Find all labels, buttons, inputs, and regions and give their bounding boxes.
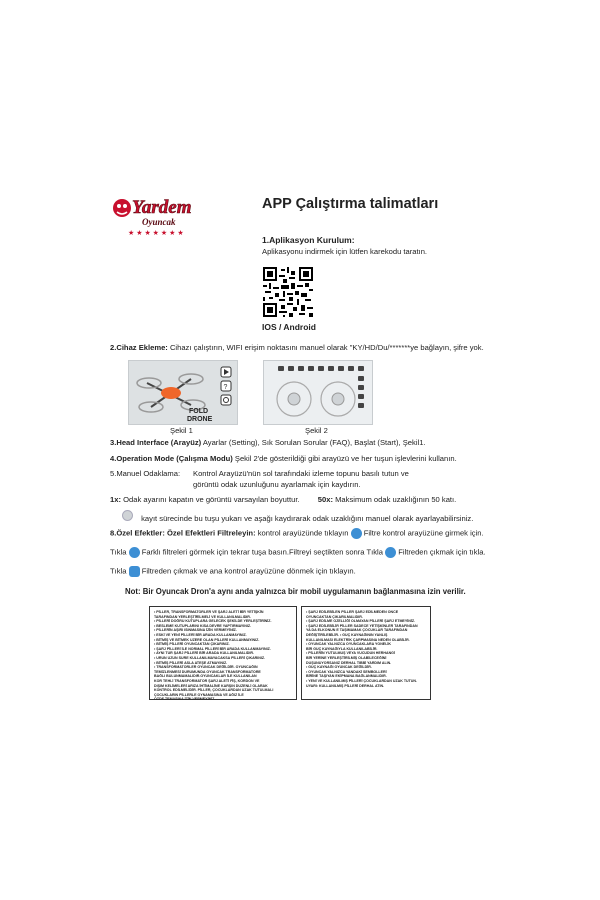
figure1-drone-graphic	[129, 361, 237, 424]
section2	[110, 343, 484, 352]
filter-icon	[351, 528, 362, 539]
logo-graphic	[108, 186, 208, 242]
zoom-50x-label: 50x:	[317, 495, 333, 504]
warning-line: • ŞARJ EDİLEBİLEN PİLLER ŞARJ EDİLMEDEN ÖNCE	[306, 610, 399, 614]
figure2-caption: Şekil 2	[305, 426, 328, 435]
section5-text1: Kontrol Arayüzü'nün sol tarafındaki izleme topunu basılı tutun ve	[193, 469, 409, 478]
section5-text2: görüntü odak uzunluğunu ayarlamak için kaydırın.	[193, 480, 361, 489]
section3-text: Ayarlar (Setting), Sık Sorulan Sorular (FAQ), Başlat (Start), Şekil1.	[201, 438, 426, 447]
warning-line: DIŞIM KELİMELERİ ARIZA İHTİMALİNE KARŞIN DÜZENLİ OLARAK	[154, 683, 268, 688]
slider-knob-icon	[122, 510, 133, 521]
exit-line-t2: Filtreden çıkmak ve ana kontrol arayüzüne dönmek için tıklayın.	[139, 566, 356, 576]
warning-line: • ÜRÜN UZUN SÜRE KULLANILMAYACAKSA PİLLERİ ÇIKARINIZ.	[154, 655, 266, 660]
section2-heading: 2.Cihaz Ekleme:	[110, 343, 168, 352]
warning-line: • AYNI TÜR ŞARJ PİLLERİ BİR ARADA KULLANILMALIDIR.	[154, 651, 254, 656]
figure2-controls-graphic	[264, 361, 372, 424]
warning-line: • YENİ VE KULLANILMIŞ PİLLERİ ÇOCUKLARDAN UZAK TUTUN.	[306, 678, 417, 683]
figure1-drone-text: DRONE	[187, 416, 213, 423]
section3	[110, 438, 426, 447]
filter-confirm-icon	[385, 547, 396, 558]
exit-line	[110, 566, 356, 577]
section4-heading: 4.Operation Mode (Çalışma Modu)	[110, 454, 233, 463]
slider-line	[122, 510, 473, 523]
qr-platform-label: IOS / Android	[262, 322, 316, 332]
qr-code-graphic	[263, 267, 313, 317]
svg-text:?: ?	[223, 384, 228, 391]
figure2-screenshot	[263, 360, 373, 425]
section8	[110, 528, 484, 539]
warning-line: • ŞARJ EDİLEBİLİR PİLLER SADECE YETİŞKİNLER TARAFINDAN	[306, 623, 418, 628]
warning-line: • OYUNCAK YALNIZCA YANDAKİ SEMBOLLERİ	[306, 669, 387, 674]
warning-line: BİR YERİNE YERLEŞTİRİLMİŞ OLABİLECEĞİNİ	[306, 655, 387, 660]
zoom-50x-text: Maksimum odak uzaklığının 50 katı.	[333, 495, 457, 504]
warning-line: • ESKİ VE YENİ PİLLERİ BİR ARADA KULLANMAYINIZ.	[154, 632, 247, 637]
warning-line: ÇOCUKLARIN PİLLERLE OYNAMASINA VE AĞIZ İLE	[154, 692, 244, 697]
filter-line	[110, 547, 486, 558]
warning-line: KULLANILMASI ELEKTRİK ÇARPMASINA NEDEN OLABİLİR.	[306, 637, 410, 642]
warning-line: DÜŞÜNÜYORSANIZ DERHAL TIBBİ YARDIM ALIN.	[306, 660, 392, 665]
zoom-1x-label: 1x:	[110, 495, 121, 504]
exit-filter-icon	[129, 566, 140, 577]
warning-line: • BİTMİŞ PİLLERİ ASLA ATEŞE ATMAYINIZ.	[154, 660, 228, 665]
warning-line: YA DA ELKONUN E TAŞIMAMAK ÇOCUKLAR TARAFINDAN	[306, 628, 408, 633]
logo-text-sub: Oyuncak	[142, 217, 176, 227]
warning-line: • OYUNCAK YALNIZCA OYUNCAKLARA YÖNELİK	[306, 642, 391, 647]
section4	[110, 454, 457, 463]
warning-line: • BESLEME KUTUPLARINI KISA DEVRE YAPTIRMAYINIZ.	[154, 623, 252, 628]
section4-text: Şekil 2'de gösterildiği gibi arayüzü ve her tuşun işlevlerini kullanın.	[232, 454, 457, 463]
warning-line: OYUNCAKTAN ÇIKARILMALIDIR.	[306, 614, 363, 619]
warning-line: • BİTMİŞ VE BİTMEK ÜZERE OLAN PİLLERİ KULLANMAYINIZ.	[154, 637, 260, 642]
logo-text-main: Yardem	[132, 197, 192, 218]
filter-line-t2: Farklı filtreleri görmek için tekrar tuşa basın.Filtreyi seçtikten sonra Tıkla	[139, 547, 383, 557]
slider-text: kayıt sürecinde bu tuşu yukarı ve aşağı kaydırarak odak uzaklığını manuel olarak ayarlayabilirsiniz.	[141, 514, 474, 523]
zoom-1x-text: Odak ayarını kapatın ve görüntü varsayılan boyuttur.	[120, 495, 300, 504]
figure1-caption: Şekil 1	[170, 426, 193, 435]
section8-heading: 8.Özel Efektler: Özel Efektleri Filtreleyin:	[110, 528, 256, 538]
compatibility-note: Not: Bir Oyuncak Dron'a aynı anda yalnızca bir mobil uygulamanın bağlanmasına izin verilir.	[125, 587, 466, 596]
warning-line: TEMİZLENMESİ DURUMUNDA OYUNCAK TRANSFORMATÖRE	[154, 669, 261, 674]
filter-line-t3: Filtreden çıkmak için tıkla.	[396, 547, 486, 557]
warning-line: • PİLLERİ DOĞRU KUTUPLARA GELECEK ŞEKİLDE YERLEŞTİRİNİZ.	[154, 619, 272, 624]
filter-line-t1: Tıkla	[110, 547, 127, 557]
warning-line: KOR TEHLİ TRANSFORMATÖR ŞARJ ALETİ FİŞ, KORDON VE	[154, 678, 260, 683]
figure1-fold-text: FOLD	[189, 408, 209, 415]
warning-line: • PİLLER, TRANSFORMATÖRLER VE ŞARJ ALETİ BİR YETİŞKİN	[154, 610, 264, 614]
gear-icon	[221, 395, 231, 405]
warning-line: • GÜÇ KAYNAĞI OYUNCAK DEĞİLDİR.	[306, 665, 372, 670]
warning-line: BAĞLI BULUNMAMALIDIR.OYUNCAKLAR İLE KULLANILAN	[154, 674, 257, 679]
section1-text: Aplikasyonu indirmek için lütfen karekodu taratın.	[262, 247, 428, 256]
warning-line: ÖZDE TEMASINA İZİN VERMEYİNİZ.	[154, 697, 216, 700]
qr-code	[263, 267, 313, 317]
warning-line: • ŞARJ EDİLME ÖZELLİĞİ OLMAYAN PİLLERİ ŞARJ ETMEYİNİZ.	[306, 619, 416, 624]
section1-heading: 1.Aplikasyon Kurulum:	[262, 235, 355, 245]
warning-line: BİR GÜÇ KAYNAĞIYLA KULLANILABİLİR.	[306, 646, 378, 651]
warning-line: • PİLLERİN YUTULMUŞ VEYA VÜCUDUN HERHANGİ	[306, 651, 395, 656]
figure1-screenshot	[128, 360, 238, 425]
warning-line: TARAFINDAN YERLEŞTİRİLMELİ VE KULLANILMALIDIR.	[154, 614, 251, 619]
warning-line: UYARI: KULLANILMIŞ PİLLERİ DERHAL ATIN.	[306, 683, 385, 688]
brand-logo	[108, 186, 208, 242]
warning-line: • ŞARJ PİLLERİ İLE NORMAL PİLLERİ BİR ARADA KULLANMAYINIZ.	[154, 646, 271, 651]
warning-box-right	[301, 606, 431, 700]
section5-heading: 5.Manuel Odaklama:	[110, 469, 181, 478]
zoom-line	[110, 495, 456, 504]
warning-line: • PİLLERİN AŞIRI ISINMASINA İZİN VERMEYİNİZ.	[154, 628, 237, 633]
section2-text: Cihazı çalıştırın, WIFI erişim noktasını manuel olarak "KY/HD/Du/*******ye bağlayın, şifre yok.	[167, 343, 484, 352]
section8-text-a: kontrol arayüzünde tıklayın	[255, 528, 349, 538]
warning-box-left	[149, 606, 297, 700]
warning-line: BİRİNE TAŞIYAN EKİPMANA BAĞLANMALIDIR.	[306, 674, 387, 679]
section3-heading: 3.Head Interface (Arayüz)	[110, 438, 202, 447]
exit-line-t1: Tıkla	[110, 566, 127, 576]
warning-line: KONTROL EDİLMELİDİR. PİLLER, ÇOCUKLARDAN UZAK TUTULMALI	[154, 688, 274, 693]
warning-line: • BİTMİŞ PİLLERİ OYUNCAKTAN ÇIKARINIZ.	[154, 642, 230, 647]
page-title: APP Çalıştırma talimatları	[262, 196, 439, 212]
section8-text-b: Filtre kontrol arayüzüne girmek için.	[361, 528, 484, 538]
filter-cycle-icon	[129, 547, 140, 558]
logo-stars: ★ ★ ★ ★ ★ ★ ★	[128, 230, 184, 237]
warning-line: DEĞİŞTİRİLEBİLİR. • GÜÇ KAYNAĞININ YANLIŞ	[306, 632, 388, 637]
warning-line: • TRANSFORMATÖRLER OYUNCAK DEĞİLDİR. OYUNCAĞIN	[154, 665, 258, 670]
